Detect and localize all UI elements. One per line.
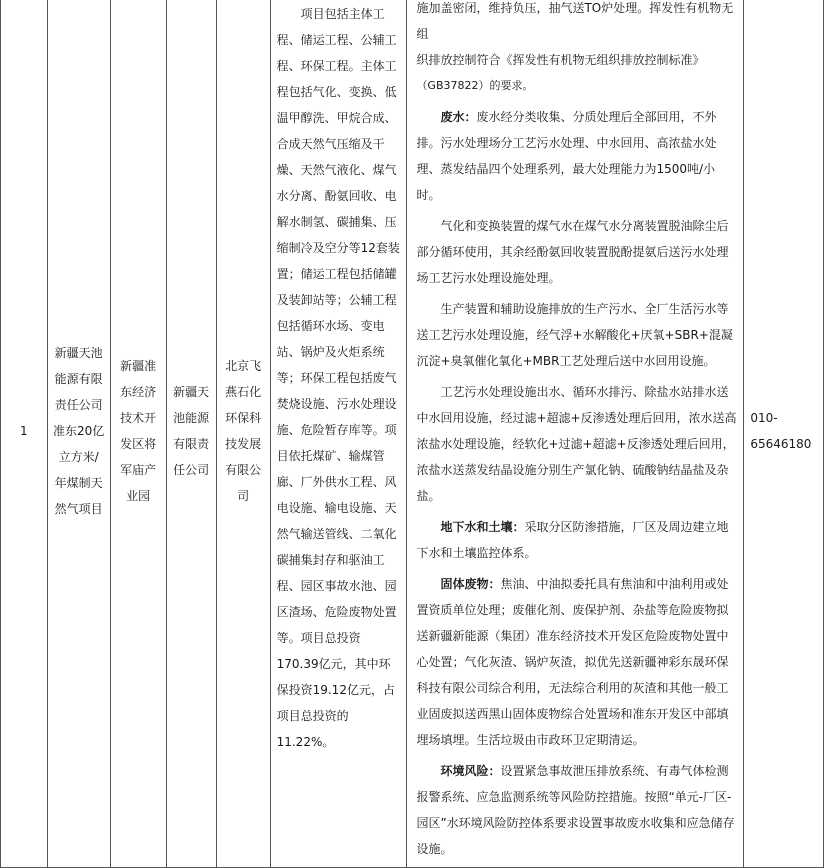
- risk-label: 环境风险：: [440, 764, 501, 778]
- wastewater-text: 废水经分类收集、分质处理后全部回用，不外排。污水处理场分工艺污水处理、中水回用、高浓盐水处理、蒸发结晶四个处理系列，最大处理能力为1500吨/小时。: [416, 110, 717, 202]
- measures-top: [416, 0, 737, 99]
- wastewater-paragraph-3: 生产装置和辅助设施排放的生产污水、全厂生活污水等送工艺污水处理设施，经气浮+水解酸化+厌氧+SBR+混凝沉淀+臭氧催化氧化+MBR工艺处理后送中水回用设施。: [416, 302, 733, 368]
- groundwater-paragraph: [416, 514, 737, 566]
- groundwater-label: 地下水和土壤：: [440, 520, 525, 534]
- wastewater-paragraph-4: 工艺污水处理设施出水、循环水排污、除盐水站排水送中水回用设施，经过滤+超滤+反渗透处理后回用，浓水送高浓盐水处理设施，经软化+过滤+超滤+反渗透处理后回用，浓盐水送蒸发结晶设施分别生产氯化钠、硫酸钠结晶盐及杂盐。: [416, 385, 737, 503]
- solid-waste-label: 固体废物：: [440, 577, 501, 591]
- wastewater-paragraph: [416, 104, 737, 208]
- risk-paragraph: [416, 758, 737, 862]
- voc-line-2: 织排放控制符合《挥发性有机物无组织排放控制标准》: [416, 53, 705, 67]
- project-content: [270, 0, 407, 868]
- contact-phone: 010-65646180: [744, 0, 824, 868]
- environmental-measures: [407, 0, 744, 868]
- project-location: 新疆准东经济技术开发区将军庙产业园: [110, 0, 166, 868]
- solid-waste-text: 焦油、中油拟委托具有焦油和中油利用或处置资质单位处理；废催化剂、废保护剂、杂盐等危险废物拟送新疆新能源（集团）准东经济技术开发区危险废物处置中心处置；气化灰渣、锅炉灰渣，拟优先送新疆神彩东晟环保科技有限公司综合利用，无法综合利用的灰渣和其他一般工业固废拟送西黑山固体废物综合处置场和准东开发区中部填埋场填埋。生活垃圾由市政环卫定期清运。: [416, 577, 729, 747]
- groundwater-text: 采取分区防渗措施，厂区及周边建立地下水和土壤监控体系。: [416, 520, 729, 560]
- row-index: 1: [1, 0, 48, 868]
- voc-standard: （GB37822）的要求。: [416, 79, 534, 92]
- eia-organization: 北京飞燕石化环保科技发展有限公司: [216, 0, 270, 868]
- wastewater-label: 废水：: [440, 110, 477, 124]
- project-content-text: 项目包括主体工程、储运工程、公辅工程、环保工程。主体工程包括气化、变换、低温甲醇洗、甲烷合成、合成天然气压缩及干燥、天然气液化、煤气水分离、酚氨回收、电解水制氢、碳捕集、压缩制冷及空分等12套装置；储运工程包括储罐及装卸站等；公辅工程包括循环水场、变电站、锅炉及火炬系统等；环保工程包括废气焚烧设施、污水处理设施、危险暂存库等。项目依托煤矿、输煤管廊、厂外供水工程、风电设施、输电设施、天然气输送管线、二氧化碳捕集封存和驱油工程、园区事故水池、园区渣场、危险废物处置等。项目总投资170.39亿元，其中环保投资19.12亿元，占项目总投资的11.22%。: [276, 7, 400, 749]
- risk-text: 设置紧急事故泄压排放系统、有毒气体检测报警系统、应急监测系统等风险防控措施。按照“单元-厂区-园区”水环境风险防控体系要求设置事故废水收集和应急储存设施。: [416, 764, 735, 856]
- voc-line-1: 施加盖密闭，维持负压，抽气送TO炉处理。挥发性有机物无组: [416, 1, 734, 41]
- solid-waste-paragraph: [416, 571, 737, 753]
- table-row: [1, 0, 824, 868]
- project-name: 新疆天池能源有限责任公司准东20亿立方米/年煤制天然气项目: [47, 0, 110, 868]
- owner-company: 新疆天池能源有限责任公司: [166, 0, 216, 868]
- wastewater-paragraph-2: 气化和变换装置的煤气水在煤气水分离装置脱油除尘后部分循环使用，其余经酚氨回收装置脱酚提氨后送污水处理场工艺污水处理设施处理。: [416, 219, 729, 285]
